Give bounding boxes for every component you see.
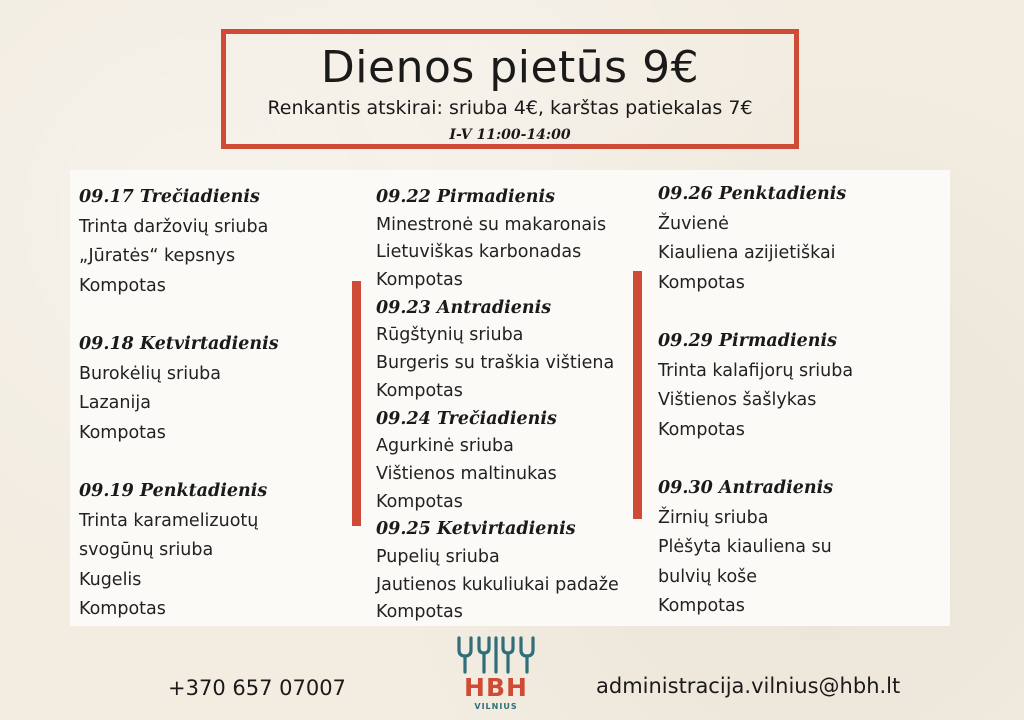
- dish-item: Vištienos šašlykas: [658, 390, 817, 410]
- day-block: [658, 180, 938, 298]
- dish-item: Trinta daržovių sriuba: [79, 216, 269, 237]
- dish-item: Kompotas: [79, 275, 166, 296]
- dish-item: Rūgštynių sriuba: [376, 325, 524, 346]
- dish-item: Kompotas: [79, 422, 166, 443]
- menu-column-1: [79, 183, 359, 625]
- dish-item: Vištienos maltinukas: [376, 463, 557, 484]
- phone-number: +370 657 07007: [168, 676, 346, 700]
- dish-item: Kompotas: [79, 599, 166, 619]
- brand-logo: [451, 636, 541, 716]
- logo-text: HBH: [464, 673, 528, 702]
- day-block: [79, 477, 359, 625]
- dish-item: Kompotas: [376, 380, 463, 401]
- dish-item: bulvių koše: [658, 566, 758, 587]
- day-block: [658, 474, 938, 622]
- day-title: 09.17 Trečiadienis: [79, 187, 260, 207]
- price-subtitle: Renkantis atskirai: sriuba 4€, karštas patiekalas 7€: [267, 97, 753, 119]
- dish-item: Trinta kalafijorų sriuba: [658, 360, 854, 381]
- day-title: 09.25 Ketvirtadienis: [376, 519, 576, 540]
- dish-item: Kiauliena azijietiškai: [658, 243, 836, 263]
- day-title: 09.26 Penktadienis: [658, 184, 847, 204]
- day-block: [376, 516, 646, 627]
- day-title: 09.29 Pirmadienis: [658, 331, 838, 351]
- day-block: [79, 183, 359, 301]
- day-title: 09.30 Antradienis: [658, 478, 834, 498]
- dish-item: Burgeris su traškia vištiena: [376, 353, 615, 374]
- day-block: [376, 295, 646, 406]
- dish-item: Žuvienė: [658, 213, 729, 234]
- dish-item: svogūnų sriuba: [79, 540, 214, 560]
- day-title: 09.23 Antradienis: [376, 297, 552, 318]
- day-block: [79, 330, 359, 448]
- dish-item: Agurkinė sriuba: [376, 436, 514, 457]
- email-address: administracija.vilnius@hbh.lt: [596, 674, 901, 698]
- hops-graphic-icon: [455, 636, 537, 674]
- dish-item: Lazanija: [79, 393, 151, 413]
- menu-column-3: [658, 180, 938, 622]
- dish-item: Plėšyta kiauliena su: [658, 537, 832, 557]
- dish-item: Kompotas: [658, 419, 745, 440]
- dish-item: Kugelis: [79, 569, 142, 590]
- header-box: [221, 29, 799, 149]
- dish-item: Kompotas: [376, 491, 463, 512]
- dish-item: Burokėlių sriuba: [79, 363, 221, 384]
- day-title: 09.18 Ketvirtadienis: [79, 334, 279, 354]
- dish-item: Kompotas: [658, 596, 745, 616]
- dish-item: Žirnių sriuba: [658, 507, 769, 528]
- dish-item: Pupelių sriuba: [376, 546, 500, 567]
- menu-card: [70, 170, 950, 626]
- logo-city: VILNIUS: [474, 702, 518, 711]
- opening-hours: I-V 11:00-14:00: [449, 127, 571, 143]
- menu-column-2: [376, 184, 646, 627]
- page-title: Dienos pietūs 9€: [320, 42, 700, 93]
- day-block: [376, 184, 646, 295]
- dish-item: Lietuviškas karbonadas: [376, 242, 582, 263]
- dish-item: Kompotas: [376, 602, 463, 623]
- day-title: 09.19 Penktadienis: [79, 481, 268, 501]
- day-block: [376, 406, 646, 517]
- dish-item: Trinta karamelizuotų: [79, 510, 259, 531]
- dish-item: Minestronė su makaronais: [376, 214, 607, 235]
- day-block: [658, 327, 938, 445]
- dish-item: Kompotas: [376, 270, 463, 291]
- dish-item: „Jūratės“ kepsnys: [79, 246, 236, 266]
- dish-item: Kompotas: [658, 272, 745, 293]
- day-title: 09.24 Trečiadienis: [376, 408, 557, 429]
- day-title: 09.22 Pirmadienis: [376, 187, 556, 207]
- column-divider: [352, 281, 361, 526]
- column-divider: [633, 271, 642, 519]
- dish-item: Jautienos kukuliukai padaže: [376, 574, 619, 595]
